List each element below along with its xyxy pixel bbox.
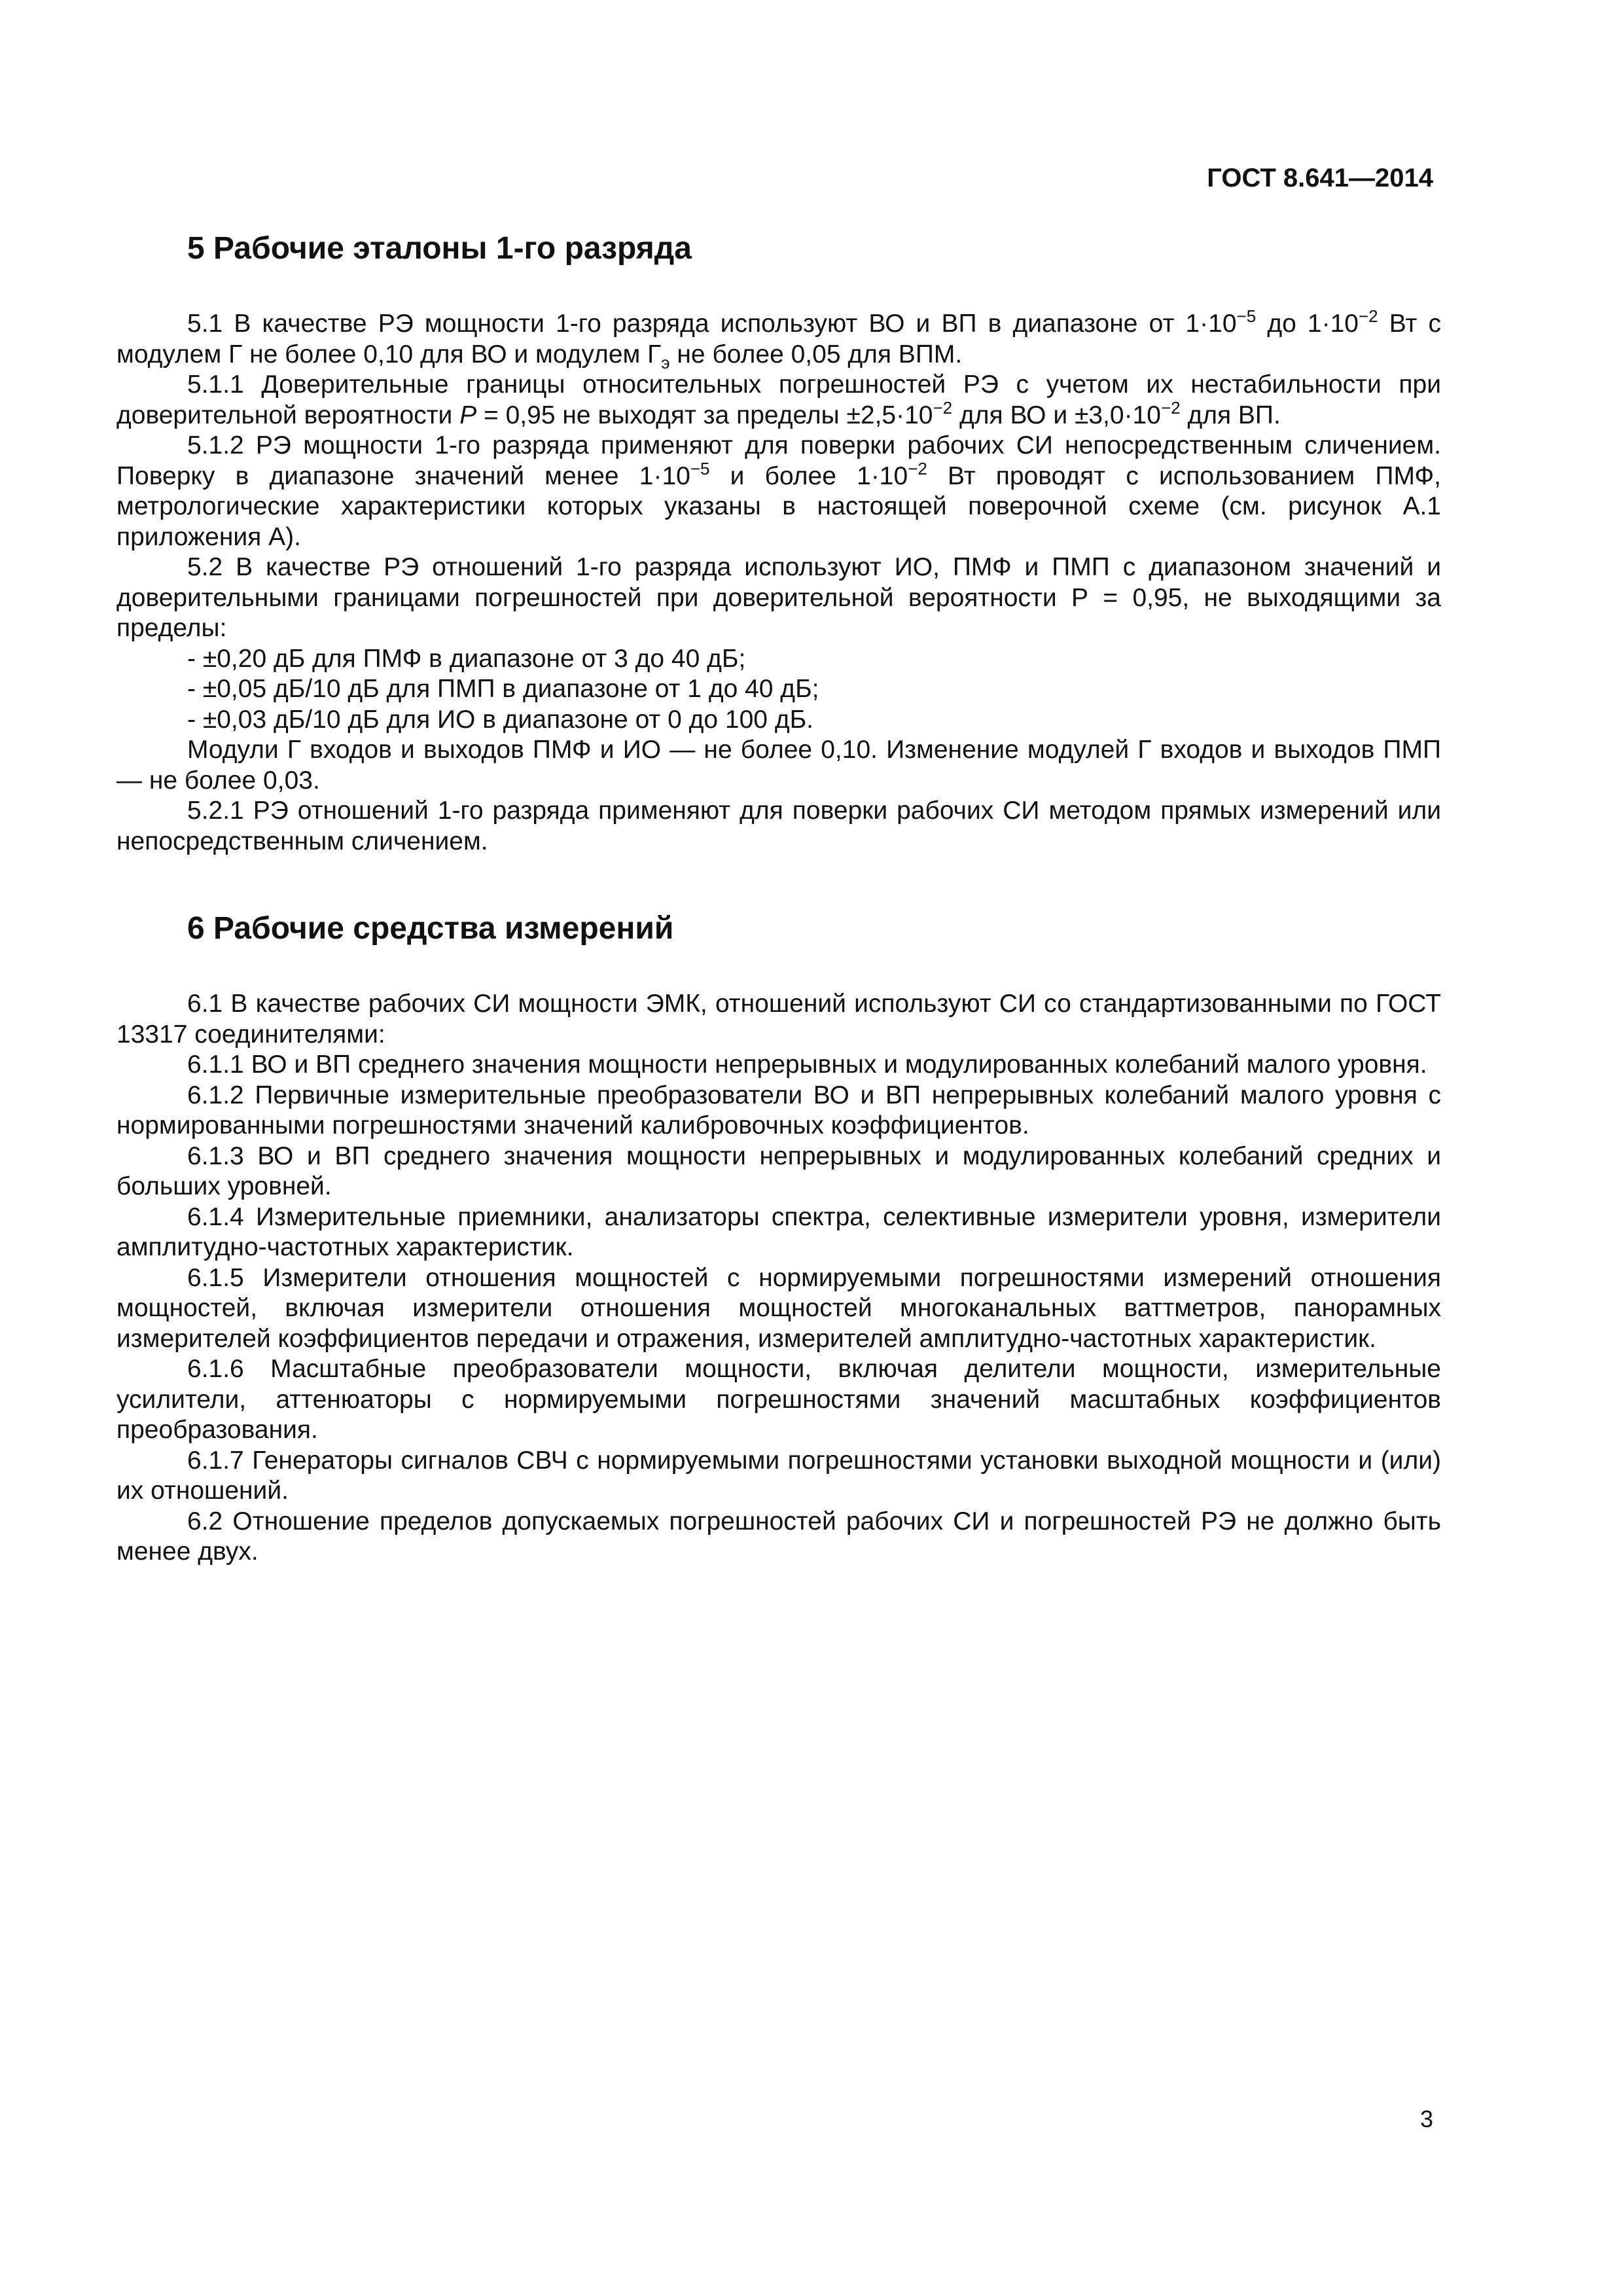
paragraph-6-1-3: 6.1.3 ВО и ВП среднего значения мощности непрерывных и модулированных колебаний средних и больших уровней. [116, 1141, 1441, 1200]
paragraph-6-2: 6.2 Отношение пределов допускаемых погрешностей рабочих СИ и погрешностей РЭ не должно быть менее двух. [116, 1507, 1441, 1566]
paragraph-5-1 [116, 306, 1441, 372]
list-item: - ±0,03 дБ/10 дБ для ИО в диапазоне от 0 до 100 дБ. [187, 705, 814, 734]
paragraph-5-1-1 [116, 370, 1441, 431]
paragraph-6-1-7: 6.1.7 Генераторы сигналов СВЧ с нормируемыми погрешностями установки выходной мощности и (или) их отношений. [116, 1446, 1441, 1505]
paragraph-5-1-1-text-a: 5.1.1 Доверительные границы относительных погрешностей РЭ с учетом их нестабильности при доверительной вероятности [116, 370, 1441, 429]
paragraph-5-1-text-c: Вт с модулем Г не более 0,10 для ВО и модулем Г [116, 310, 1441, 368]
section-6-title: 6 Рабочие средства измерений [187, 911, 674, 946]
paragraph-6-1: 6.1 В качестве рабочих СИ мощности ЭМК, отношений используют СИ со стандартизованными по ГОСТ 13317 соединителями: [116, 990, 1441, 1049]
list-item: - ±0,05 дБ/10 дБ для ПМП в диапазоне от 1 до 40 дБ; [187, 675, 819, 703]
paragraph-5-1-text-a: 5.1 В качестве РЭ мощности 1-го разряда используют ВО и ВП в диапазоне от 1·10 [187, 310, 1237, 338]
paragraph-5-1-text-d: не более 0,05 для ВПМ. [669, 340, 963, 368]
paragraph-5-1-2 [116, 431, 1441, 552]
paragraph-6-1-1: 6.1.1 ВО и ВП среднего значения мощности непрерывных и модулированных колебаний малого уровня. [187, 1050, 1427, 1079]
paragraph-6-1-2: 6.1.2 Первичные измерительные преобразователи ВО и ВП непрерывных колебаний малого уровня с нормированными погрешностями значений калибровочных коэффициентов. [116, 1081, 1441, 1139]
paragraph-5-1-2-text-a: 5.1.2 РЭ мощности 1-го разряда применяют для поверки рабочих СИ непосредственным сличением. Поверку в диапазоне значений менее 1·10 [116, 431, 1441, 490]
paragraph-6-1-5: 6.1.5 Измерители отношения мощностей с нормируемыми погрешностями измерений отношения мощностей, включая измерители отношения мощностей многоканальных ваттметров, панорамных измерителей коэффициентов передачи и отражения, измерителей амплитудно-частотных характеристик. [116, 1263, 1441, 1353]
paragraph-5-1-1-variable: P [459, 401, 477, 429]
paragraph-5-1-text-b: до 1·10 [1256, 310, 1359, 338]
page-content [116, 229, 1441, 1568]
paragraph-5-1-1-text-c: для ВО и ±3,0·10 [952, 401, 1161, 429]
paragraph-moduli: Модули Г входов и выходов ПМФ и ИО — не более 0,10. Изменение модулей Г входов и выходов ПМП — не более 0,03. [116, 736, 1441, 795]
paragraph-5-1-1-text-d: для ВП. [1180, 401, 1281, 429]
paragraph-5-1-2-sup-1: −5 [690, 458, 710, 478]
list-item: - ±0,20 дБ для ПМФ в диапазоне от 3 до 40 дБ; [187, 644, 746, 673]
paragraph-5-1-2-text-b: и более 1·10 [709, 461, 908, 490]
paragraph-5-1-1-sup-2: −2 [1160, 397, 1181, 418]
paragraph-6-1-6: 6.1.6 Масштабные преобразователи мощности, включая делители мощности, измерительные усилители, аттенюаторы с нормируемыми погрешностями значений масштабных коэффициентов преобразования. [116, 1355, 1441, 1444]
page-number: 3 [1420, 2106, 1434, 2132]
paragraph-5-2: 5.2 В качестве РЭ отношений 1-го разряда используют ИО, ПМФ и ПМП с диапазоном значений и доверительными границами погрешностей при доверительной вероятности Р = 0,95, не выходящими за пределы: [116, 553, 1441, 642]
paragraph-5-1-sup-1: −5 [1236, 306, 1257, 326]
paragraph-5-1-1-text-b: = 0,95 не выходят за пределы ±2,5·10 [476, 401, 933, 429]
section-5-title: 5 Рабочие эталоны 1-го разряда [187, 231, 692, 266]
paragraph-5-1-sub: э [661, 352, 670, 372]
paragraph-5-1-2-sup-2: −2 [908, 458, 927, 478]
paragraph-5-1-1-sup-1: −2 [933, 397, 953, 418]
paragraph-6-1-4: 6.1.4 Измерительные приемники, анализаторы спектра, селективные измерители уровня, измерители амплитудно-частотных характеристик. [116, 1202, 1441, 1261]
paragraph-5-2-1: 5.2.1 РЭ отношений 1-го разряда применяют для поверки рабочих СИ методом прямых измерений или непосредственным сличением. [116, 797, 1441, 855]
paragraph-5-1-2-text-c: Вт проводят с использованием ПМФ, метрологические характеристики которых указаны в настоящей поверочной схеме (см. рисунок А.1 приложения А). [116, 461, 1441, 551]
document-id-header: ГОСТ 8.641—2014 [1207, 164, 1433, 192]
paragraph-5-1-sup-2: −2 [1358, 306, 1378, 326]
